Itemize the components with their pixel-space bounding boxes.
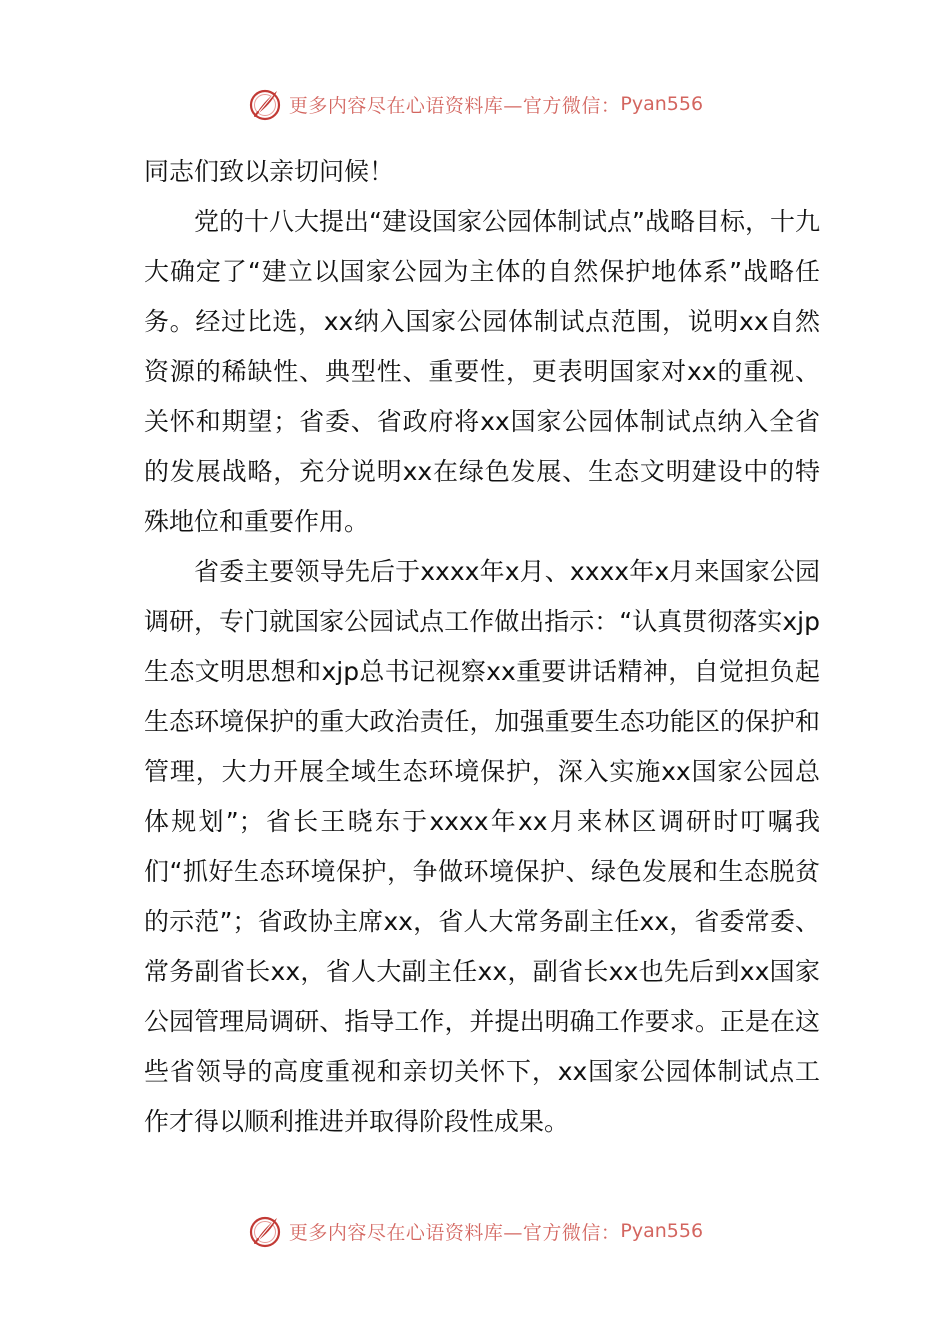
header-banner	[0, 82, 950, 126]
footer-banner	[0, 1209, 950, 1253]
banner-wechat-account: Pyan556	[620, 1220, 704, 1242]
banner-slogan: 更多内容尽在心语资料库—官方微信：	[288, 94, 621, 117]
document-body	[144, 147, 820, 1147]
paragraph-leadership: 省委主要领导先后于xxxx年x月、xxxx年x月来国家公园调研，专门就国家公园试点工作做出指示：“认真贯彻落实xjp生态文明思想和xjp总书记视察xx重要讲话精神，自觉担负起生态环境保护的重大政治责任，加强重要生态功能区的保护和管理，大力开展全域生态环境保护，深入实施xx国家公园总体规划”；省长王晓东于xxxx年xx月来林区调研时叮嘱我们“抓好生态环境保护，争做环境保护、绿色发展和生态脱贫的示范”；省政协主席xx，省人大常务副主任xx，省委常委、常务副省长xx，省人大副主任xx，副省长xx也先后到xx国家公园管理局调研、指导工作，并提出明确工作要求。正是在这些省领导的高度重视和亲切关怀下，xx国家公园体制试点工作才得以顺利推进并取得阶段性成果。	[144, 557, 820, 1136]
banner-wechat-account: Pyan556	[620, 93, 704, 115]
quill-pen-seal-icon	[247, 1213, 283, 1249]
paragraph-greeting: 同志们致以亲切问候！	[144, 157, 395, 186]
banner-slogan: 更多内容尽在心语资料库—官方微信：	[288, 1221, 621, 1244]
paragraph-strategy: 党的十八大提出“建设国家公园体制试点”战略目标，十九大确定了“建立以国家公园为主体的自然保护地体系”战略任务。经过比选，xx纳入国家公园体制试点范围，说明xx自然资源的稀缺性、典型性、重要性，更表明国家对xx的重视、关怀和期望；省委、省政府将xx国家公园体制试点纳入全省的发展战略，充分说明xx在绿色发展、生态文明建设中的特殊地位和重要作用。	[144, 207, 820, 536]
quill-pen-seal-icon	[247, 86, 283, 122]
